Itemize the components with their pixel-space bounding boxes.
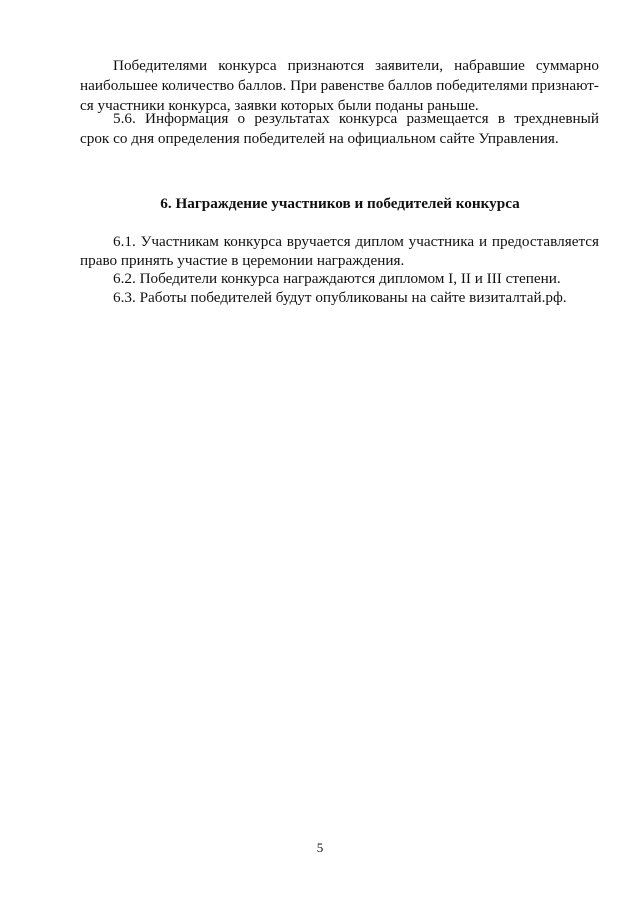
paragraph-6-2: 6.2. Победители конкурса награждаются дипломом I, II и III степени. xyxy=(113,270,561,287)
paragraph-winners-line-1: Победителями конкурса признаются заявители, набравшие суммарно xyxy=(113,57,599,74)
page-number: 5 xyxy=(316,840,324,855)
paragraph-winners-line-2: наибольшее количество баллов. При равенстве баллов победителями признают- xyxy=(80,77,599,94)
paragraph-5-6-line-1: 5.6. Информация о результатах конкурса размещается в трехдневный xyxy=(113,110,599,127)
section-6-heading: 6. Награждение участников и победителей конкурса xyxy=(160,195,520,212)
paragraph-6-1-line-2: право принять участие в церемонии награждения. xyxy=(80,252,405,269)
paragraph-winners-line-3: ся участники конкурса, заявки которых были поданы раньше. xyxy=(80,97,479,114)
paragraph-6-1-line-1: 6.1. Участникам конкурса вручается диплом участника и предоставляется xyxy=(113,233,599,250)
paragraph-5-6-line-2: срок со дня определения победителей на официальном сайте Управления. xyxy=(80,130,559,147)
paragraph-6-3: 6.3. Работы победителей будут опубликованы на сайте визиталтай.рф. xyxy=(113,289,567,306)
